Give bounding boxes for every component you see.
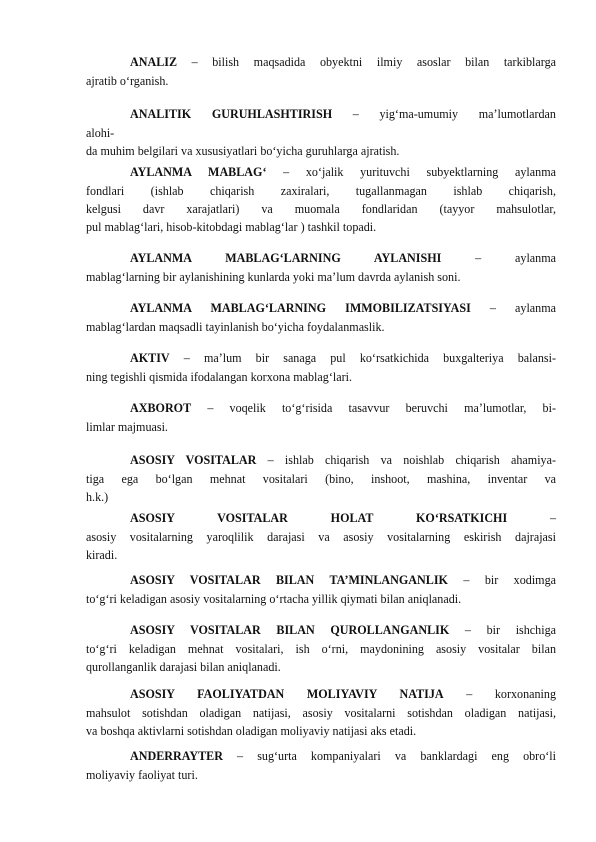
entry-term: ASOSIY VOSITALAR BILAN TA’MINLANGANLIK <box>130 573 448 587</box>
entry-line: ANALITIK GURUHLASHTIRISH – yig‘ma-umumiy ma’lumotlardan <box>130 107 556 121</box>
entry-line: AYLANMA MABLAG‘ – xo‘jalik yurituvchi subyektlarning aylanma <box>130 165 556 179</box>
entry-line: ASOSIY VOSITALAR BILAN QUROLLANGANLIK – bir ishchiga <box>130 623 556 637</box>
entry-line: ANALIZ – bilish maqsadida obyektni ilmiy asoslar bilan tarkiblarga <box>130 55 556 69</box>
entry-line: AYLANMA MABLAG‘LARNING AYLANISHI – aylanma <box>130 251 556 265</box>
entry-line: ASOSIY FAOLIYATDAN MOLIYAVIY NATIJA – korxonaning <box>130 687 556 701</box>
entry-line: mahsulot sotishdan oladigan natijasi, asosiy vositalarni sotishdan oladigan natijasi, <box>86 706 556 720</box>
entry-line: kiradi. <box>86 548 118 562</box>
entry-line: qurollanganlik darajasi bilan aniqlanadi. <box>86 660 281 674</box>
entry-line: mablag‘larning bir aylanishining kunlarda yoki ma’lum davrda aylanish soni. <box>86 270 461 284</box>
entry-line: alohi- <box>86 126 115 140</box>
entry-line: kelgusi davr xarajatlari) va muomala fondlaridan (tayyor mahsulotlar, <box>86 202 556 216</box>
entry-line: ajratib o‘rganish. <box>86 74 169 88</box>
entry-line: to‘g‘ri keladigan mehnat vositalari, ish o‘rni, maydonining asosiy vositalar bilan <box>86 642 556 656</box>
entry-term: AYLANMA MABLAG‘ <box>130 165 267 179</box>
entry-line: tiga ega bo‘lgan mehnat vositalari (bino, inshoot, mashina, inventar va <box>86 472 556 486</box>
entry-line: mablag‘lardan maqsadli tayinlanish bo‘yicha foydalanmaslik. <box>86 320 385 334</box>
entry-term: AYLANMA MABLAG‘LARNING IMMOBILIZATSIYASI <box>130 301 471 315</box>
entry-line: ASOSIY VOSITALAR – ishlab chiqarish va noishlab chiqarish ahamiya- <box>130 453 556 467</box>
entry-term: AKTIV <box>130 351 170 365</box>
entry-line: asosiy vositalarning yaroqlilik darajasi va asosiy vositalarning eskirish dajrajasi <box>86 530 556 544</box>
entry-line: pul mablag‘lari, hisob-kitobdagi mablag‘lar ) tashkil topadi. <box>86 220 377 234</box>
entry-term: ANALIZ <box>130 55 178 69</box>
entry-term: AXBOROT <box>130 401 192 415</box>
entry-term: ANDERRAYTER <box>130 749 223 763</box>
entry-line: va boshqa aktivlarni sotishdan oladigan moliyaviy natijasi aks etadi. <box>86 724 417 738</box>
entry-term: ASOSIY VOSITALAR <box>130 453 257 467</box>
entry-term: ASOSIY FAOLIYATDAN MOLIYAVIY NATIJA <box>130 687 444 701</box>
entry-line: AYLANMA MABLAG‘LARNING IMMOBILIZATSIYASI – aylanma <box>130 301 556 315</box>
entry-term: ASOSIY VOSITALAR HOLAT KO‘RSATKICHI <box>130 511 508 525</box>
entry-line: h.k.) <box>86 490 109 504</box>
entry-line: fondlari (ishlab chiqarish zaxiralari, tugallanmagan ishlab chiqarish, <box>86 184 556 198</box>
entry-line: ASOSIY VOSITALAR HOLAT KO‘RSATKICHI – <box>130 511 556 525</box>
entry-term: ASOSIY VOSITALAR BILAN QUROLLANGANLIK <box>130 623 450 637</box>
entry-line: da muhim belgilari va xususiyatlari bo‘yicha guruhlarga ajratish. <box>86 144 400 158</box>
entry-line: ning tegishli qismida ifodalangan korxona mablag‘lari. <box>86 370 352 384</box>
entry-line: moliyaviy faoliyat turi. <box>86 768 198 782</box>
entry-line: to‘g‘ri keladigan asosiy vositalarning o‘rtacha yillik qiymati bilan aniqlanadi. <box>86 592 462 606</box>
entry-line: ANDERRAYTER – sug‘urta kompaniyalari va banklardagi eng obro‘li <box>130 749 556 763</box>
entry-line: AKTIV – ma’lum bir sanaga pul ko‘rsatkichida buxgalteriya balansi- <box>130 351 556 365</box>
entry-term: AYLANMA MABLAG‘LARNING AYLANISHI <box>130 251 442 265</box>
entry-term: ANALITIK GURUHLASHTIRISH <box>130 107 333 121</box>
entry-line: ASOSIY VOSITALAR BILAN TA’MINLANGANLIK – bir xodimga <box>130 573 556 587</box>
entry-line: limlar majmuasi. <box>86 420 168 434</box>
entry-line: AXBOROT – voqelik to‘g‘risida tasavvur beruvchi ma’lumotlar, bi- <box>130 401 556 415</box>
